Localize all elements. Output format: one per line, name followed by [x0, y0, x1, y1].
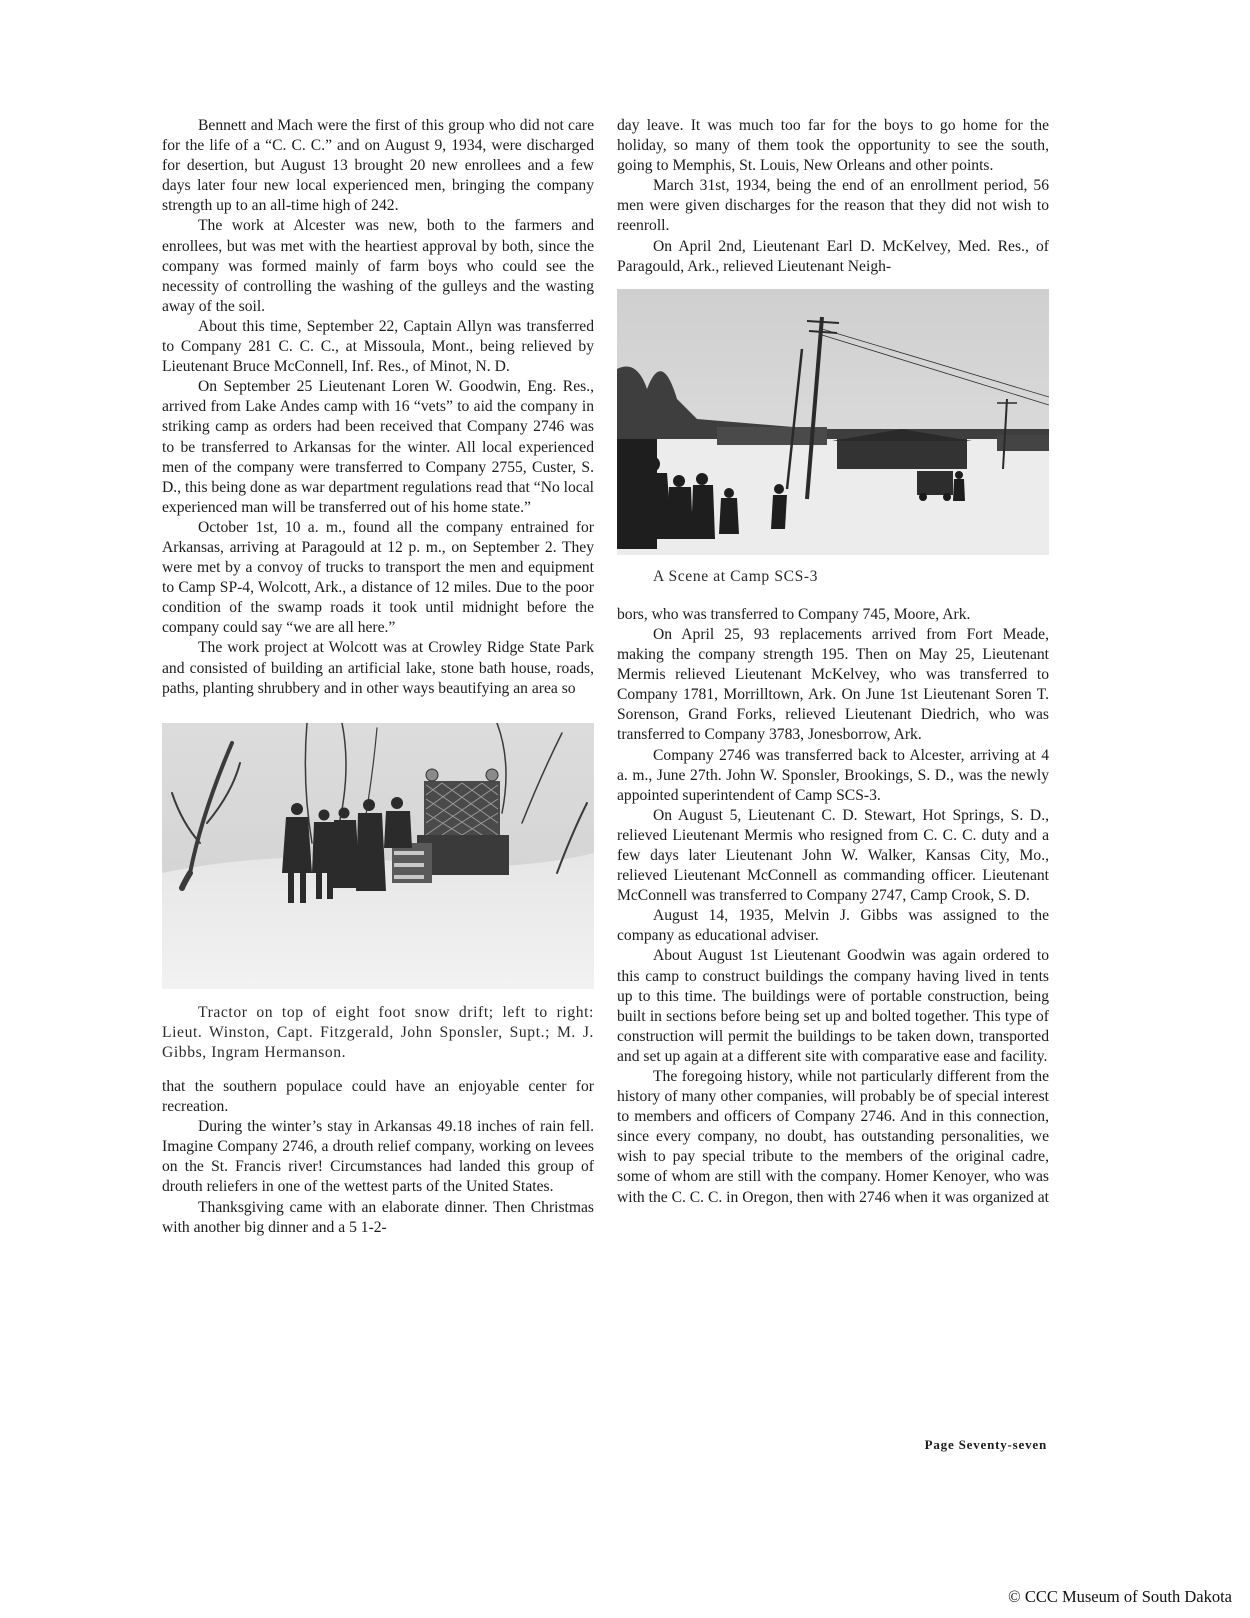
page-number: Page Seventy-seven	[924, 1437, 1047, 1452]
body-paragraph: Thanksgiving came with an elaborate dinner. Then Christmas with another big dinner and a 5 1-2-	[162, 1198, 594, 1236]
body-paragraph: March 31st, 1934, being the end of an enrollment period, 56 men were given discharges for the reason that they did not wish to reenroll.	[617, 177, 1049, 235]
photo-caption: A Scene at Camp SCS-3	[653, 567, 819, 585]
camp-scene-photo	[617, 289, 1049, 555]
body-paragraph: On April 2nd, Lieutenant Earl D. McKelvey, Med. Res., of Paragould, Ark., relieved Lieutenant Neigh-	[617, 237, 1049, 275]
body-paragraph: About August 1st Lieutenant Goodwin was again ordered to this camp to construct buildings the company having lived in tents up to this time. The buildings were of portable construction, being built in sections before being set up and bolted together. This type of construction will permit the buildings to be taken down, transported and set up again at a different site with comparative ease and facility.	[617, 947, 1049, 1065]
right-column	[617, 116, 1049, 1208]
photo-caption: Tractor on top of eight foot snow drift; left to right: Lieut. Winston, Capt. Fitzgerald, John Sponsler, Supt.; M. J. Gibbs, Ingram Hermanson.	[162, 1003, 594, 1061]
body-paragraph: Company 2746 was transferred back to Alcester, arriving at 4 a. m., June 27th. John W. Sponsler, Brookings, S. D., was the newly appointed superintendent of Camp SCS-3.	[617, 746, 1049, 804]
camp-scene-image	[617, 289, 1049, 555]
left-column	[162, 116, 594, 1238]
body-paragraph: On September 25 Lieutenant Loren W. Goodwin, Eng. Res., arrived from Lake Andes camp with 16 “vets” to aid the company in striking camp as orders had been received that Company 2746 was to be transferred to Arkansas for the winter. All local experienced men of the company were transferred to Company 2755, Custer, S. D., this being done as war department regulations read that “No local experienced man will be transferred out of his home state.”	[162, 378, 594, 516]
body-paragraph: During the winter’s stay in Arkansas 49.18 inches of rain fell. Imagine Company 2746, a drouth relief company, working on levees on the St. Francis river! Circumstances had landed this group of drouth reliefers in one of the wettest parts of the United States.	[162, 1118, 594, 1196]
body-paragraph: The work project at Wolcott was at Crowley Ridge State Park and consisted of building an artificial lake, stone bath house, roads, paths, planting shrubbery and in other ways beautifying an area so	[162, 639, 594, 697]
body-paragraph: October 1st, 10 a. m., found all the company entrained for Arkansas, arriving at Paragould at 12 p. m., on September 2. They were met by a convoy of trucks to transport the men and equipment to Camp SP-4, Wolcott, Ark., a distance of 12 miles. Due to the poor condition of the swamp roads it took until midnight before the company could say “we are all here.”	[162, 518, 594, 637]
body-paragraph: that the southern populace could have an enjoyable center for recreation.	[162, 1078, 594, 1116]
body-paragraph: Bennett and Mach were the first of this group who did not care for the life of a “C. C. C.” and on August 9, 1934, were discharged for desertion, but August 13 brought 20 new enrollees and a few days later four new local experienced men, bringing the company strength up to an all-time high of 242.	[162, 117, 594, 215]
body-paragraph: On April 25, 93 replacements arrived from Fort Meade, making the company strength 195. Then on May 25, Lieutenant Mermis relieved Lieutenant McKelvey, who was transferred to Company 1781, Morrilltown, Ark. On June 1st Lieutenant Soren T. Sorenson, Grand Forks, relieved Lieutenant Diedrich, who was transferred to Company 3783, Jonesborrow, Ark.	[617, 625, 1049, 744]
body-paragraph: The work at Alcester was new, both to the farmers and enrollees, but was met with the heartiest approval by both, since the company was formed mainly of farm boys who could see the necessity of controlling the washing of the gulleys and the wasting away of the soil.	[162, 217, 594, 315]
body-paragraph: About this time, September 22, Captain Allyn was transferred to Company 281 C. C. C., at Missoula, Mont., being relieved by Lieutenant Bruce McConnell, Inf. Res., of Minot, N. D.	[162, 317, 594, 376]
body-paragraph: day leave. It was much too far for the boys to go home for the holiday, so many of them took the opportunity to see the south, going to Memphis, St. Louis, New Orleans and other points.	[617, 117, 1049, 175]
tractor-snow-drift-image	[162, 723, 594, 989]
body-paragraph: The foregoing history, while not particularly different from the history of many other companies, will probably be of special interest to members and officers of Company 2746. And in this connection, since every company, no doubt, has outstanding personalities, we wish to pay special tribute to the members of the original cadre, some of whom are still with the company. Homer Kenoyer, who was with the C. C. C. in Oregon, then with 2746 when it was organized at	[617, 1068, 1049, 1206]
body-paragraph: bors, who was transferred to Company 745, Moore, Ark.	[617, 605, 971, 623]
copyright-notice: © CCC Museum of South Dakota	[1008, 1587, 1232, 1606]
tractor-snow-drift-photo	[162, 723, 594, 989]
body-paragraph: August 14, 1935, Melvin J. Gibbs was assigned to the company as educational adviser.	[617, 907, 1049, 945]
body-paragraph: On August 5, Lieutenant C. D. Stewart, Hot Springs, S. D., relieved Lieutenant Mermis who resigned from C. C. C. duty and a few days later Lieutenant John W. Walker, Kansas City, Mo., relieved Lieutenant McConnell as commanding officer. Lieutenant McConnell was transferred to Company 2747, Camp Crook, S. D.	[617, 806, 1049, 905]
